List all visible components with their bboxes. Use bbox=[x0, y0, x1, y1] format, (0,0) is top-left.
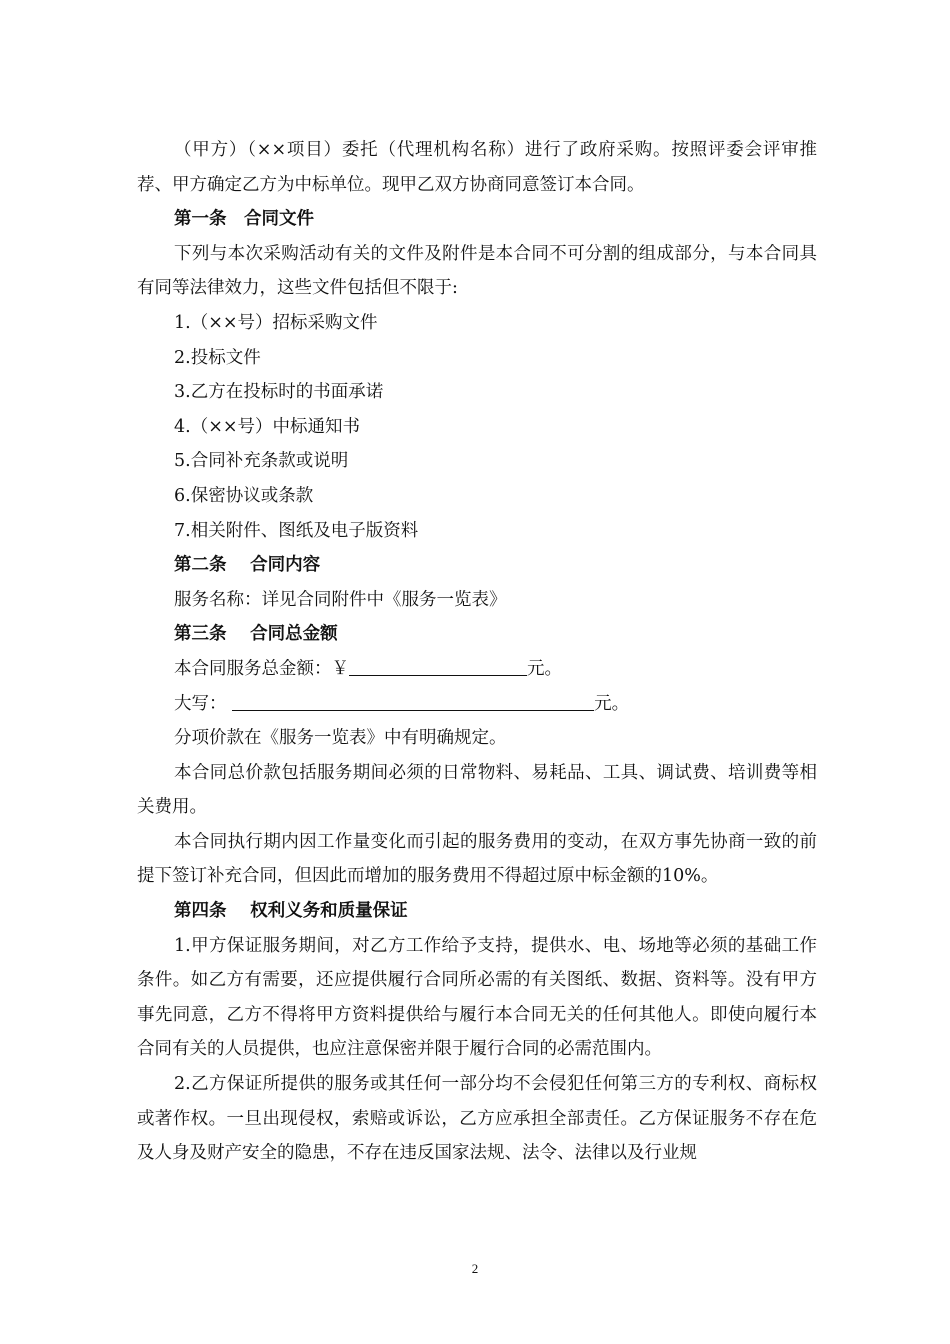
article-2-heading: 第二条 合同内容 bbox=[174, 555, 321, 576]
list-item: 2.投标文件 bbox=[174, 347, 261, 368]
list-item: 3.乙方在投标时的书面承诺 bbox=[174, 382, 384, 403]
article-3-heading: 第三条 合同总金额 bbox=[174, 624, 338, 645]
list-item: 7.相关附件、图纸及电子版资料 bbox=[174, 520, 419, 541]
list-item: 6.保密协议或条款 bbox=[174, 485, 314, 506]
total-amount-label: 本合同服务总金额：￥ bbox=[174, 658, 349, 679]
list-item: 1.（××号）招标采购文件 bbox=[174, 312, 378, 333]
contract-body bbox=[137, 133, 817, 1171]
article-1-intro: 下列与本次采购活动有关的文件及附件是本合同不可分割的组成部分，与本合同具有同等法律效力，这些文件包括但不限于: bbox=[137, 243, 817, 299]
total-amount-blank[interactable] bbox=[349, 657, 527, 676]
page-number: 2 bbox=[471, 1261, 479, 1276]
total-amount-line bbox=[137, 652, 817, 687]
capital-amount-blank[interactable] bbox=[232, 692, 594, 711]
article-3-para-3: 本合同执行期内因工作量变化而引起的服务费用的变动，在双方事先协商一致的前提下签订补充合同，但因此而增加的服务费用不得超过原中标金额的10%。 bbox=[137, 831, 817, 887]
article-3-para-2: 本合同总价款包括服务期间必须的日常物料、易耗品、工具、调试费、培训费等相关费用。 bbox=[137, 762, 817, 818]
article-4-heading: 第四条 权利义务和质量保证 bbox=[174, 901, 408, 922]
capital-amount-unit: 元。 bbox=[594, 693, 630, 714]
article-1-heading: 第一条 合同文件 bbox=[174, 209, 314, 230]
capital-amount-label: 大写： bbox=[174, 693, 227, 714]
article-3-para-1: 分项价款在《服务一览表》中有明确规定。 bbox=[174, 728, 507, 749]
intro-paragraph: （甲方）（××项目）委托（代理机构名称）进行了政府采购。按照评委会评审推荐、甲方确定乙方为中标单位。现甲乙双方协商同意签订本合同。 bbox=[137, 140, 817, 195]
article-4-para-1: 1.甲方保证服务期间，对乙方工作给予支持，提供水、电、场地等必须的基础工作条件。如乙方有需要，还应提供履行合同所必需的有关图纸、数据、资料等。没有甲方事先同意，乙方不得将甲方资料提供给与履行本合同无关的任何其他人。即使向履行本合同有关的人员提供，也应注意保密并限于履行合同的必需范围内。 bbox=[137, 935, 817, 1060]
list-item: 4.（××号）中标通知书 bbox=[174, 416, 361, 437]
total-amount-unit: 元。 bbox=[527, 658, 562, 679]
list-item: 5.合同补充条款或说明 bbox=[174, 451, 349, 472]
capital-amount-line bbox=[137, 687, 817, 722]
article-4-para-2: 2.乙方保证所提供的服务或其任何一部分均不会侵犯任何第三方的专利权、商标权或著作权。一旦出现侵权，索赔或诉讼，乙方应承担全部责任。乙方保证服务不存在危及人身及财产安全的隐患，不存在违反国家法规、法令、法律以及行业规 bbox=[137, 1074, 817, 1164]
service-name-line: 服务名称：详见合同附件中《服务一览表》 bbox=[174, 589, 507, 610]
contract-documents-list bbox=[137, 306, 817, 548]
